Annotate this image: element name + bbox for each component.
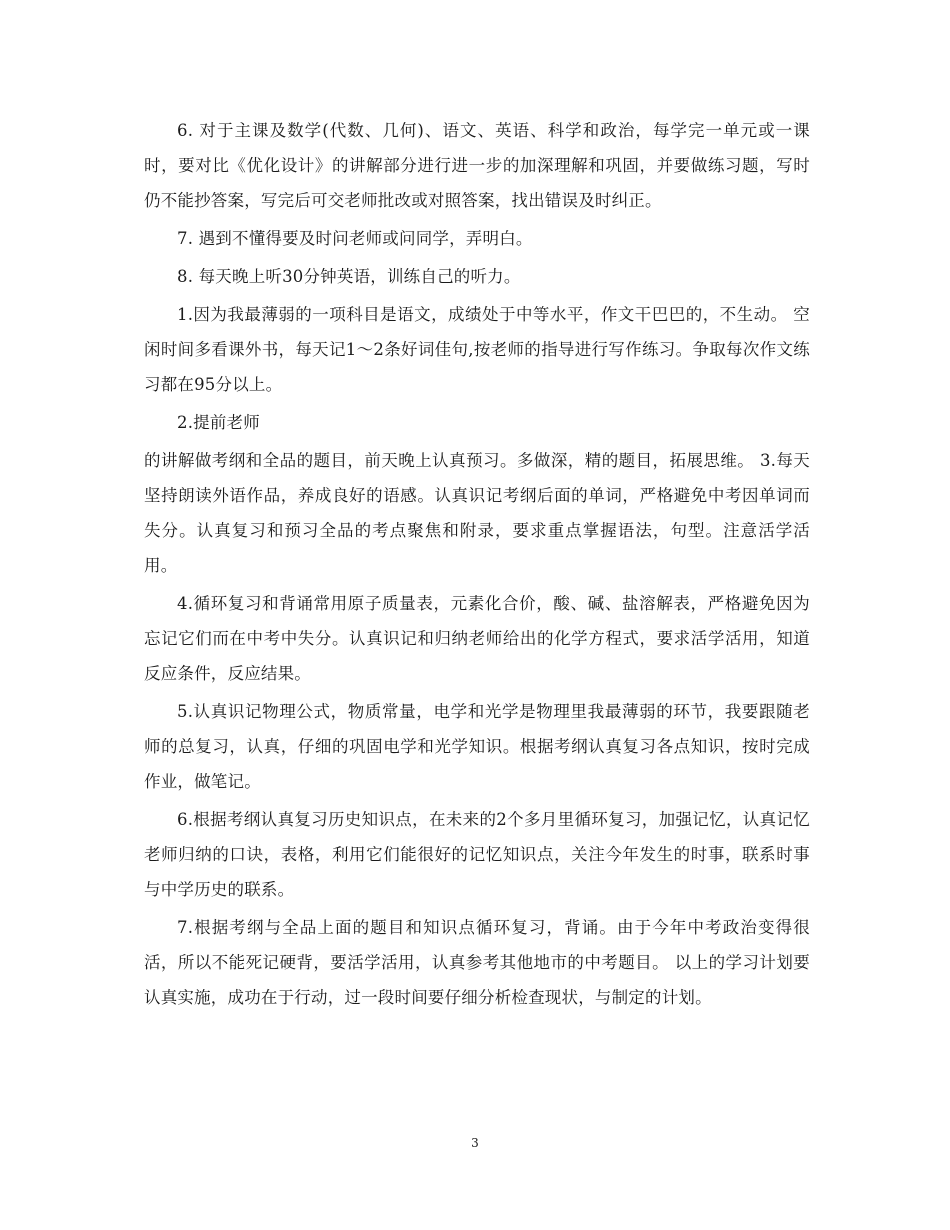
paragraph-plan-7-politics: 7.根据考纲与全品上面的题目和知识点循环复习，背诵。由于今年中考政治变得很活，所以不能死记硬背，要活学活用，认真参考其他地市的中考题目。 以上的学习计划要认真实施，成功在于行动，过一段时间要仔细分析检查现状，与制定的计划。	[144, 918, 810, 1007]
paragraph-item-8-english-listening: 8. 每天晚上听30分钟英语，训练自己的听力。	[177, 267, 521, 286]
paragraph-item-6-textbook: 6. 对于主课及数学(代数、几何)、语文、英语、科学和政治，每学完一单元或一课时，要对比《优化设计》的讲解部分进行进一步的加深理解和巩固，并要做练习题，写时仍不能抄答案，写完后可交老师批改或对照答案，找出错误及时纠正。	[144, 121, 810, 210]
paragraph-plan-2-start: 2.提前老师	[177, 413, 260, 432]
paragraph-plan-5-physics: 5.认真识记物理公式，物质常量，电学和光学是物理里我最薄弱的环节，我要跟随老师的总复习，认真，仔细的巩固电学和光学知识。根据考纲认真复习各点知识，按时完成作业，做笔记。	[144, 702, 810, 791]
paragraph-item-7-ask-teacher: 7. 遇到不懂得要及时问老师或问同学，弄明白。	[177, 229, 533, 248]
page-number: 3	[471, 1136, 479, 1150]
paragraph-plan-4-chemistry: 4.循环复习和背诵常用原子质量表，元素化合价，酸、碱、盐溶解表，严格避免因为忘记它们而在中考中失分。认真识记和归纳老师给出的化学方程式，要求活学活用，知道反应条件，反应结果。	[144, 594, 810, 683]
paragraph-plan-1-chinese: 1.因为我最薄弱的一项科目是语文，成绩处于中等水平，作文干巴巴的，不生动。 空闲时间多看课外书，每天记1～2条好词佳句,按老师的指导进行写作练习。争取每次作文练习都在95分以上。	[144, 305, 810, 394]
paragraph-plan-2-3-continued: 的讲解做考纲和全品的题目，前天晚上认真预习。多做深，精的题目，拓展思维。 3.每天坚持朗读外语作品，养成良好的语感。认真识记考纲后面的单词，严格避免中考因单词而失分。认真复习和预习全品的考点聚焦和附录，要求重点掌握语法，句型。注意活学活用。	[144, 451, 810, 575]
document-body	[144, 113, 810, 1018]
paragraph-plan-6-history: 6.根据考纲认真复习历史知识点，在未来的2个多月里循环复习，加强记忆，认真记忆老师归纳的口诀，表格，利用它们能很好的记忆知识点，关注今年发生的时事，联系时事与中学历史的联系。	[144, 810, 810, 899]
